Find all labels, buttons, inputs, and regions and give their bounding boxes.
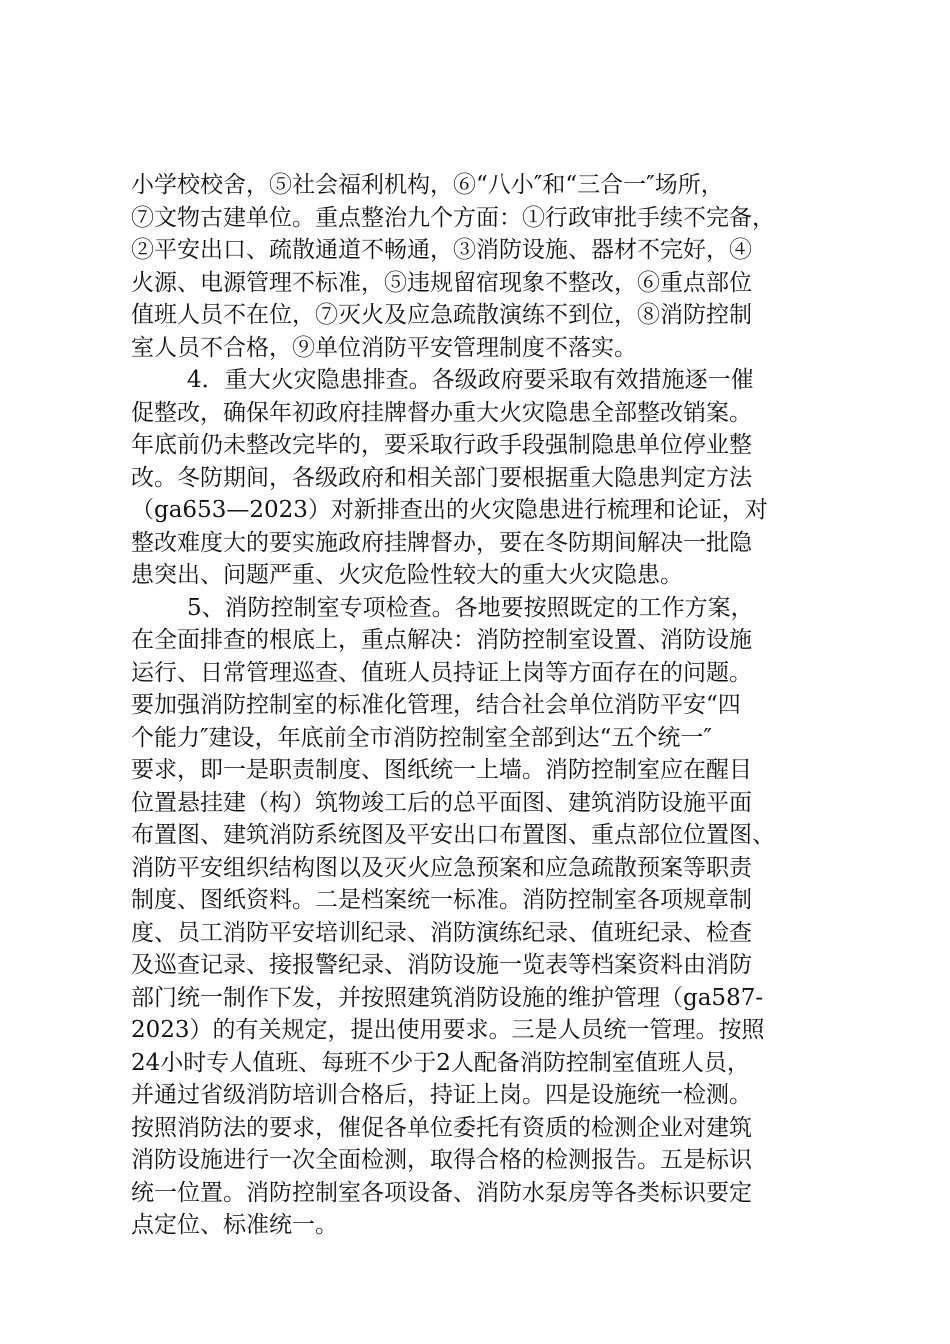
text-line: 火源、电源管理不标准，⑤违规留宿现象不整改，⑥重点部位 (131, 269, 752, 296)
text-line: 消防设施进行一次全面检测，取得合格的检测报告。五是标识 (131, 1147, 752, 1173)
text-line: 运行、日常管理巡查、值班人员持证上岗等方面存在的问题。 (131, 659, 752, 686)
text-line: ②平安出口、疏散通道不畅通，③消防设施、器材不完好，④ (131, 237, 752, 263)
text-line: 年底前仍未整改完毕的，要采取行政手段强制隐患单位停业整 (131, 432, 752, 458)
text-line: 小学校校舍，⑤社会福利机构，⑥“八小″和“三合一″场所， (131, 172, 724, 198)
text-line: 及巡查记录、接报警纪录、消防设施一览表等档案资料由消防 (131, 952, 752, 978)
text-line: 部门统一制作下发，并按照建筑消防设施的维护管理（ga587- (131, 984, 764, 1011)
text-line: 24小时专人值班、每班不少于2人配备消防控制室值班人员， (131, 1049, 750, 1076)
paragraph-start-line: 5、消防控制室专项检查。各地要按照既定的工作方案， (187, 594, 754, 621)
text-line: 整改难度大的要实施政府挂牌督办，要在冬防期间解决一批隐 (131, 529, 752, 556)
text-line: ⑦文物古建单位。重点整治九个方面：①行政审批手续不完备， (131, 204, 775, 231)
text-line: 消防平安组织结构图以及灭火应急预案和应急疏散预案等职责 (131, 854, 752, 881)
text-line: 患突出、问题严重、火灾危险性较大的重大火灾隐患。 (131, 562, 683, 588)
body-text (131, 169, 851, 1242)
text-line: 并通过省级消防培训合格后，持证上岗。四是设施统一检测。 (131, 1082, 752, 1108)
text-line: 在全面排查的根底上，重点解决：消防控制室设置、消防设施 (131, 627, 752, 653)
text-line: 促整改，确保年初政府挂牌督办重大火灾隐患全部整改销案。 (131, 399, 752, 426)
text-line: 统一位置。消防控制室各项设备、消防水泵房等各类标识要定 (131, 1179, 752, 1206)
text-line: 点定位、标准统一。 (131, 1212, 338, 1238)
text-line: 室人员不合格，⑨单位消防平安管理制度不落实。 (131, 334, 637, 361)
text-line: 值班人员不在位，⑦灭火及应急疏散演练不到位，⑧消防控制 (131, 302, 752, 328)
text-line: 个能力″建设，年底前全市消防控制室全部到达“五个统一″ (131, 724, 712, 751)
text-line: 度、员工消防平安培训纪录、消防演练纪录、值班纪录、检查 (131, 919, 752, 946)
text-line: 改。冬防期间，各级政府和相关部门要根据重大隐患判定方法 (131, 464, 752, 491)
text-line: 要求，即一是职责制度、图纸统一上墙。消防控制室应在醒目 (131, 757, 752, 783)
text-line: 布置图、建筑消防系统图及平安出口布置图、重点部位位置图、 (131, 822, 775, 848)
text-line: 位置悬挂建（构）筑物竣工后的总平面图、建筑消防设施平面 (131, 789, 752, 816)
text-line: 按照消防法的要求，催促各单位委托有资质的检测企业对建筑 (131, 1114, 752, 1141)
text-line: 制度、图纸资料。二是档案统一标准。消防控制室各项规章制 (131, 887, 752, 913)
text-line: （ga653—2023）对新排查出的火灾隐患进行梳理和论证，对 (131, 497, 768, 523)
paragraph-start-line: 4．重大火灾隐患排查。各级政府要采取有效措施逐一催 (187, 367, 754, 393)
text-line: 要加强消防控制室的标准化管理，结合社会单位消防平安“四 (131, 692, 741, 718)
text-line: 2023）的有关规定，提出使用要求。三是人员统一管理。按照 (131, 1017, 765, 1043)
